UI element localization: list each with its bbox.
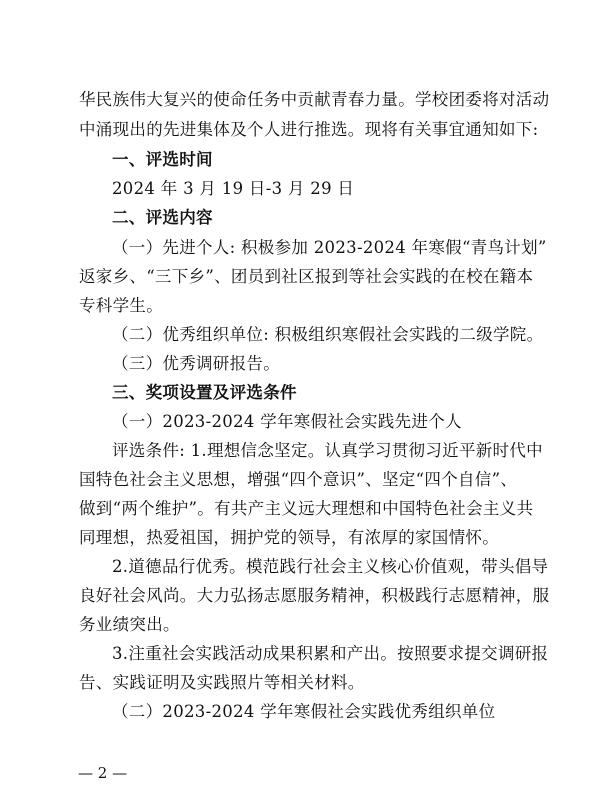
- paragraph-line: 返家乡、“三下乡”、团员到社区报到等社会实践的在校在籍本: [79, 267, 534, 286]
- paragraph-line: （二）优秀组织单位: 积极组织寒假社会实践的二级学院。: [112, 325, 544, 344]
- paragraph-line: 华民族伟大复兴的使命任务中贡献青春力量。学校团委将对活动: [79, 90, 550, 109]
- paragraph-line: 做到“两个维护”。有共产主义远大理想和中国特色社会主义共: [79, 499, 534, 518]
- paragraph-line: 专科学生。: [79, 296, 163, 315]
- paragraph-line: 务业绩突出。: [79, 615, 180, 634]
- paragraph-line: 告、实践证明及实践照片等相关材料。: [79, 673, 365, 692]
- section-heading-time: 一、评选时间: [112, 150, 213, 169]
- paragraph-line: （一）2023-2024 学年寒假社会实践先进个人: [112, 412, 462, 431]
- paragraph-line: 2024 年 3 月 19 日-3 月 29 日: [112, 179, 355, 198]
- section-heading-awards: 三、奖项设置及评选条件: [112, 383, 297, 402]
- paragraph-line: 评选条件: 1.理想信念坚定。认真学习贯彻习近平新时代中: [112, 441, 543, 460]
- paragraph-line: 同理想，热爱祖国，拥护党的领导，有浓厚的家国情怀。: [79, 528, 499, 547]
- paragraph-line: （一）先进个人: 积极参加 2023-2024 年寒假“青鸟计划”: [112, 238, 547, 257]
- paragraph-line: （二）2023-2024 学年寒假社会实践优秀组织单位: [112, 702, 496, 721]
- paragraph-line: 国特色社会主义思想，增强“四个意识”、坚定“四个自信”、: [79, 470, 518, 489]
- section-heading-content: 二、评选内容: [112, 208, 213, 227]
- paragraph-line: （三）优秀调研报告。: [112, 354, 280, 373]
- paragraph-line: 中涌现出的先进集体及个人进行推选。现将有关事宜通知如下:: [79, 120, 539, 139]
- page-number: — 2 —: [78, 764, 128, 782]
- paragraph-line: 良好社会风尚。大力弘扬志愿服务精神，积极践行志愿精神，服: [79, 586, 550, 605]
- paragraph-line: 2.道德品行优秀。模范践行社会主义核心价值观，带头倡导: [112, 557, 549, 576]
- paragraph-line: 3.注重社会实践活动成果积累和产出。按照要求提交调研报: [112, 644, 549, 663]
